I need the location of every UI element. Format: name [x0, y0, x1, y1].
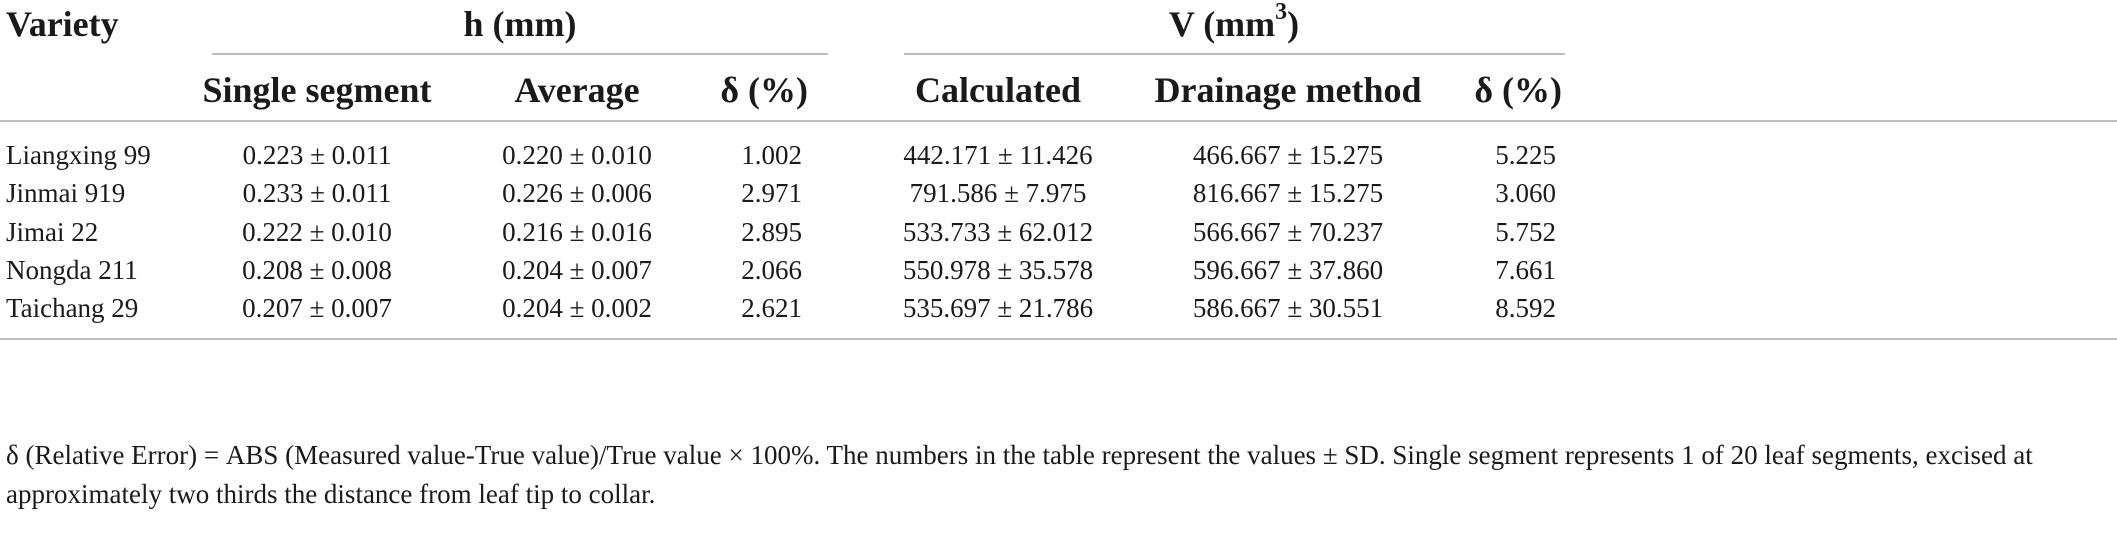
- row-delta-h: 2.066: [741, 255, 802, 285]
- row-average: 0.204 ± 0.007: [502, 255, 652, 285]
- header-delta-h: δ (%): [720, 70, 808, 110]
- row-delta-h: 1.002: [741, 140, 802, 170]
- row-variety: Liangxing 99: [6, 140, 151, 170]
- row-average: 0.220 ± 0.010: [502, 140, 652, 170]
- row-drainage: 566.667 ± 70.237: [1192, 217, 1384, 247]
- header-calculated: Calculated: [915, 70, 1081, 110]
- row-average: 0.204 ± 0.002: [502, 293, 652, 323]
- header-bottom-rule: [0, 120, 2117, 122]
- row-drainage: 816.667 ± 15.275: [1192, 178, 1384, 208]
- row-delta-v: 7.661: [1495, 255, 1556, 285]
- row-calculated: 535.697 ± 21.786: [902, 293, 1094, 323]
- header-average: Average: [514, 70, 640, 110]
- row-calculated: 550.978 ± 35.578: [902, 255, 1094, 285]
- row-calculated: 442.171 ± 11.426: [903, 140, 1093, 170]
- footnote-line-1: δ (Relative Error) = ABS (Measured value-True value)/True value × 100%. The numbers in the table represent the values ± SD. Single segment represents 1 of 20 leaf segments, excised at: [6, 440, 2033, 470]
- row-single: 0.233 ± 0.011: [242, 178, 392, 208]
- row-delta-h: 2.971: [741, 178, 802, 208]
- row-single: 0.222 ± 0.010: [242, 217, 392, 247]
- header-drainage-method: Drainage method: [1154, 70, 1422, 110]
- header-variety: Variety: [6, 4, 119, 44]
- h-group-rule: [212, 53, 828, 55]
- row-variety: Nongda 211: [6, 255, 138, 285]
- row-variety: Taichang 29: [6, 293, 139, 323]
- v-group-rule: [904, 53, 1565, 55]
- row-single: 0.208 ± 0.008: [242, 255, 392, 285]
- row-drainage: 466.667 ± 15.275: [1192, 140, 1384, 170]
- header-delta-v: δ (%): [1474, 70, 1562, 110]
- row-variety: Jinmai 919: [6, 178, 126, 208]
- row-delta-h: 2.621: [741, 293, 802, 323]
- row-drainage: 596.667 ± 37.860: [1192, 255, 1384, 285]
- row-delta-v: 3.060: [1495, 178, 1556, 208]
- row-average: 0.226 ± 0.006: [502, 178, 652, 208]
- header-single-segment: Single segment: [202, 70, 432, 110]
- row-variety: Jimai 22: [6, 217, 99, 247]
- header-h-group: h (mm): [463, 4, 577, 44]
- row-delta-v: 5.752: [1495, 217, 1556, 247]
- table-bottom-rule: [0, 338, 2117, 340]
- footnote-line-2: approximately two thirds the distance from leaf tip to collar.: [6, 479, 656, 509]
- row-delta-h: 2.895: [741, 217, 802, 247]
- header-v-group: V $(mm^3)$: [1168, 0, 1300, 44]
- row-calculated: 533.733 ± 62.012: [902, 217, 1094, 247]
- row-single: 0.207 ± 0.007: [242, 293, 392, 323]
- table-footnote: [6, 436, 2111, 514]
- row-calculated: 791.586 ± 7.975: [909, 178, 1087, 208]
- row-single: 0.223 ± 0.011: [242, 140, 392, 170]
- row-average: 0.216 ± 0.016: [502, 217, 652, 247]
- row-delta-v: 8.592: [1495, 293, 1556, 323]
- row-delta-v: 5.225: [1495, 140, 1556, 170]
- row-drainage: 586.667 ± 30.551: [1192, 293, 1384, 323]
